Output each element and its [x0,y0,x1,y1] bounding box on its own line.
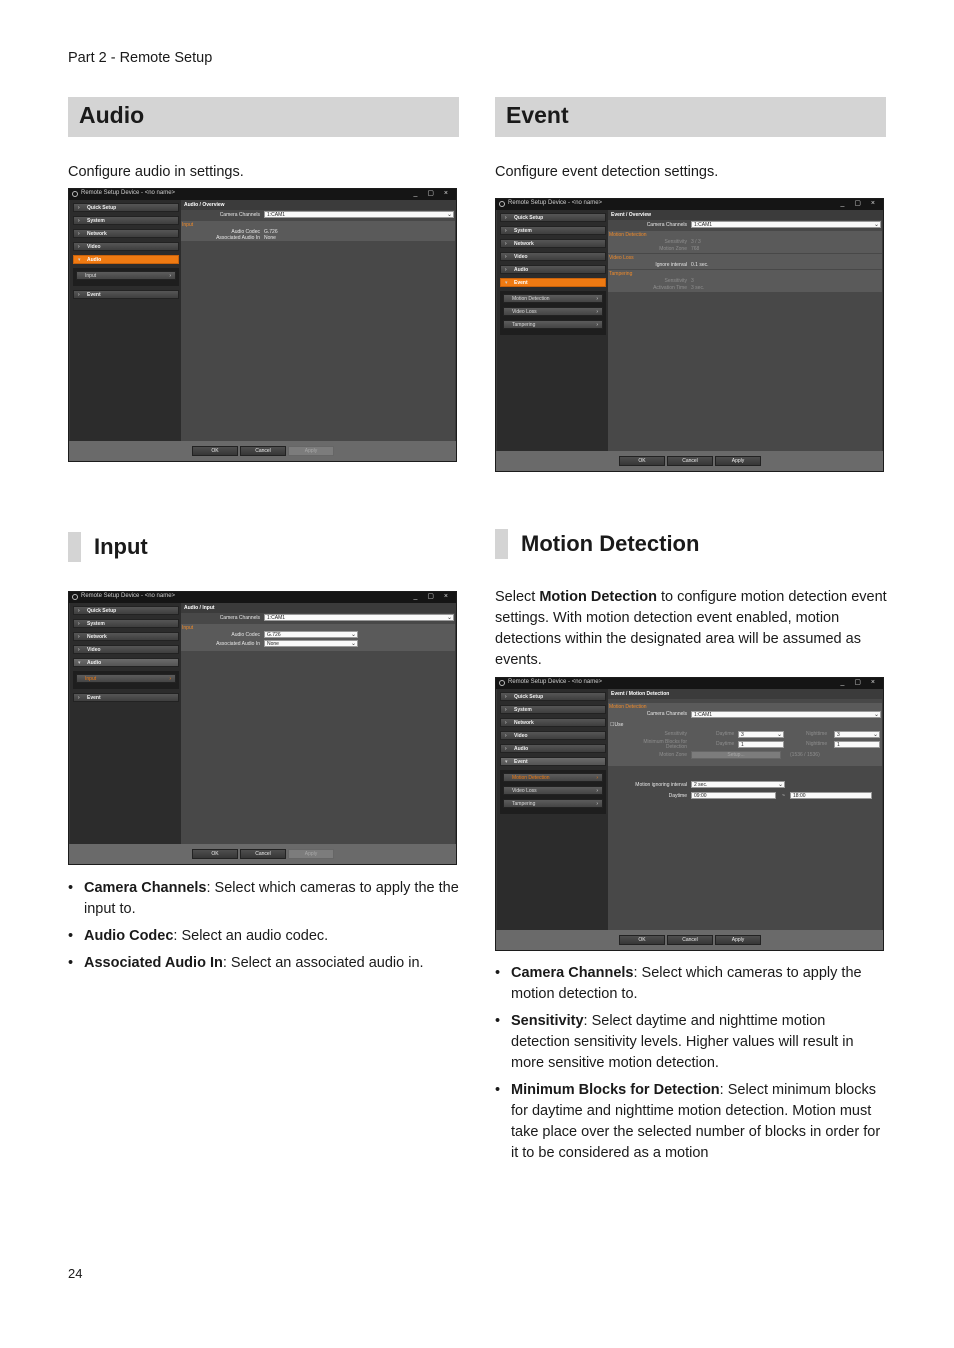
sidebar-item-label: Quick Setup [514,215,544,221]
chevron-right-icon: › [596,801,598,807]
sidebar-subitem-label: Video Loss [512,788,537,794]
chevron-right-icon: › [505,746,507,752]
audio-codec-value: G.726 [264,229,278,235]
ok-button[interactable]: OK [192,446,238,456]
bullet-icon: • [68,928,74,944]
vl-ignore-label: Ignore interval [655,262,687,268]
motion-detection-window [495,677,884,951]
content-title: Event / Overview [608,210,882,220]
camera-channels-select[interactable] [691,711,881,718]
video-loss-panel-title: Video Loss [609,255,634,261]
sidebar-item-label: Network [514,241,534,247]
daytime-row-label: Daytime [668,793,687,799]
sidebar-subgroup [73,268,179,286]
sidebar-item-label: Audio [514,267,529,273]
camera-channels-label: Camera Channels [646,711,687,717]
heading-tab [495,529,508,559]
chevron-down-icon: ⌄ [873,222,879,228]
bullet-text: : Select which cameras to apply the motion detection to. [511,965,862,1002]
tp-sensitivity-label: Sensitivity [664,278,687,284]
sidebar [70,603,181,844]
chevron-right-icon: › [505,707,507,713]
chevron-right-icon: › [505,215,507,221]
window-title: Remote Setup Device - <no name> [81,190,176,196]
bullet-text: : Select an associated audio in. [222,955,424,971]
motion-desc-bold: Motion Detection [539,589,657,605]
audio-input-window [68,591,457,865]
chevron-right-icon: › [505,241,507,247]
chevron-down-icon: ⌄ [350,632,356,638]
sidebar-item-label: System [514,228,532,234]
associated-audio-label: Associated Audio In [216,641,260,647]
min-blocks-label: Minimum Blocks for Detection [643,739,687,750]
camera-channels-value: 1:CAM1 [694,712,713,718]
chevron-right-icon: › [505,694,507,700]
camera-channels-label: Camera Channels [219,212,260,218]
checkbox-icon: ☐ [610,722,615,728]
apply-button[interactable]: Apply [715,935,761,945]
ignore-interval-value: 2 sec. [694,782,708,788]
motion-bullet-list [495,963,887,1170]
chevron-right-icon: › [78,292,80,298]
sidebar-item-system[interactable] [73,216,179,225]
chevron-right-icon: › [78,621,80,627]
ok-button[interactable]: OK [619,456,665,466]
sidebar-item-system[interactable] [500,226,606,235]
content-title: Audio / Input [181,603,455,613]
sidebar-subitem-tampering[interactable] [503,799,603,808]
sidebar [70,200,181,441]
ignore-interval-select[interactable] [691,781,785,788]
app-icon [72,191,78,197]
day-blocks-value: 1 [741,742,744,748]
associated-audio-value: None [267,641,279,647]
list-item [495,1080,887,1164]
bullet-term: Camera Channels [84,880,207,896]
chevron-down-icon: ⌄ [446,212,452,218]
vl-ignore-value: 0.1 sec. [691,262,709,268]
content-pane [181,200,455,441]
dialog-button-bar [69,441,456,461]
audio-codec-value: G.726 [267,632,281,638]
window-title: Remote Setup Device - <no name> [508,679,603,685]
bullet-icon: • [495,1013,501,1029]
sidebar-item-label: System [514,707,532,713]
sidebar-subitem-label: Input [85,273,97,279]
chevron-right-icon: › [78,647,80,653]
sidebar-item-label: Audio [87,660,102,666]
audio-codec-label: Audio Codec [231,632,260,638]
list-item [495,1011,887,1074]
sidebar-subitem-tampering[interactable] [503,320,603,329]
window-controls-icon[interactable]: _ ▢ × [413,190,452,197]
list-item [68,953,460,974]
sidebar-subitem-input[interactable] [76,271,176,280]
cancel-button[interactable]: Cancel [667,456,713,466]
daytime-label: Daytime [716,731,735,737]
event-section-heading [495,97,886,137]
page-header: Part 2 - Remote Setup [68,50,213,66]
cancel-button[interactable]: Cancel [667,935,713,945]
chevron-down-icon: ▾ [78,257,81,263]
chevron-right-icon: › [505,720,507,726]
chevron-down-icon: ⌄ [350,641,356,647]
chevron-right-icon: › [78,231,80,237]
sidebar-item-network[interactable] [500,239,606,248]
bullet-term: Minimum Blocks for Detection [511,1082,720,1098]
sidebar-item-label: Event [87,695,101,701]
motion-section-title: Motion Detection [521,531,700,556]
audio-overview-window [68,188,457,462]
tp-sensitivity-value: 3 [691,278,694,284]
input-panel-title: Input [182,625,194,631]
sidebar-item-quick-setup[interactable] [73,606,179,615]
audio-section-heading [68,97,459,137]
chevron-down-icon: ⌄ [446,615,452,621]
chevron-right-icon: › [596,788,598,794]
sidebar-item-event[interactable] [73,693,179,702]
sidebar-item-label: Quick Setup [514,694,544,700]
chevron-down-icon: ▾ [505,759,508,765]
time-to-input[interactable] [790,792,872,799]
tp-activation-value: 3 sec. [691,285,705,291]
camera-channels-select[interactable] [264,614,454,621]
bullet-text: : Select minimum blocks for daytime and nighttime motion detection. Motion must take place over the selected number of blocks in order for it to be considered as a motion [511,1082,881,1161]
list-item [68,926,460,947]
sidebar-subitem-input[interactable] [76,674,176,683]
bullet-icon: • [68,955,74,971]
camera-channels-select[interactable] [264,211,454,218]
window-titlebar [496,678,883,689]
motion-desc-pre: Select [495,589,540,605]
window-title: Remote Setup Device - <no name> [81,593,176,599]
chevron-down-icon: ⌄ [777,782,783,788]
sidebar-item-system[interactable] [500,705,606,714]
chevron-right-icon: › [596,296,598,302]
app-icon [499,680,505,686]
sidebar-subitem-motion-detection[interactable] [503,294,603,303]
app-icon [499,201,505,207]
heading-tab [68,532,81,562]
bullet-term: Sensitivity [511,1013,584,1029]
sidebar-subitem-video-loss[interactable] [503,786,603,795]
list-item [495,963,887,1005]
sidebar-item-label: System [87,621,105,627]
day-sensitivity-select[interactable] [738,731,784,738]
tampering-panel-title: Tampering [609,271,633,277]
sidebar [497,689,608,930]
bullet-icon: • [68,880,74,896]
content-pane [608,210,882,451]
use-checkbox[interactable] [610,722,623,728]
use-label: Use [614,722,624,728]
md-zone-value: 768 [691,246,700,252]
sidebar-item-video[interactable] [73,645,179,654]
ignore-interval-label: Motion ignoring interval [635,782,687,788]
sidebar-item-label: Network [514,720,534,726]
dialog-button-bar [496,930,883,950]
list-item [68,878,460,920]
sidebar-item-network[interactable] [73,632,179,641]
sidebar-item-label: Event [87,292,101,298]
day-sensitivity-value: 3 [741,732,744,738]
motion-zone-count: (1536 / 1536) [790,752,820,758]
time-to-value: 18:00 [793,793,806,799]
chevron-down-icon: ⌄ [776,732,782,738]
sidebar-subitem-label: Tampering [512,801,536,807]
sidebar-item-event[interactable] [500,757,606,766]
chevron-right-icon: › [78,218,80,224]
sidebar-subitem-label: Input [85,676,97,682]
sidebar-item-label: Event [514,280,528,286]
input-panel [181,221,455,241]
input-section-heading [68,532,459,562]
event-section-title: Event [506,102,569,128]
sidebar-item-quick-setup[interactable] [500,692,606,701]
content-title: Event / Motion Detection [608,689,882,699]
bullet-term: Camera Channels [511,965,634,981]
camera-channels-value: 1:CAM1 [267,615,286,621]
sidebar-subgroup [500,770,606,814]
sidebar-item-audio[interactable] [500,744,606,753]
window-controls-icon[interactable]: _ ▢ × [840,200,879,207]
sidebar-item-event[interactable] [73,290,179,299]
sidebar-item-label: Event [514,759,528,765]
associated-audio-label: Associated Audio In [216,235,260,241]
input-panel-title: Input [182,222,194,228]
md-zone-label: Motion Zone [659,246,687,252]
window-titlebar [69,592,456,603]
motion-zone-label: Motion Zone [659,752,687,758]
motion-detection-panel-title: Motion Detection [609,232,647,238]
audio-codec-label: Audio Codec [231,229,260,235]
window-title: Remote Setup Device - <no name> [508,200,603,206]
chevron-right-icon: › [505,228,507,234]
dialog-button-bar [69,844,456,864]
cancel-button[interactable]: Cancel [240,849,286,859]
window-titlebar [69,189,456,200]
night-blocks-stepper[interactable] [834,741,880,748]
chevron-right-icon: › [169,273,171,279]
associated-audio-value: None [264,235,276,241]
chevron-right-icon: › [596,322,598,328]
motion-detection-panel [608,703,882,766]
sidebar-item-label: Quick Setup [87,608,117,614]
sidebar-item-label: Network [87,634,107,640]
sidebar-subitem-label: Motion Detection [512,775,550,781]
sidebar-item-video[interactable] [73,242,179,251]
content-title: Audio / Overview [181,200,455,210]
sidebar-subitem-motion-detection[interactable] [503,773,603,782]
sidebar-item-label: Video [514,733,528,739]
chevron-right-icon: › [78,205,80,211]
sidebar-item-label: Video [87,647,101,653]
chevron-down-icon: ⌄ [872,732,878,738]
camera-channels-select[interactable] [691,221,881,228]
sidebar-item-audio[interactable] [500,265,606,274]
sidebar-item-label: Audio [87,257,102,263]
chevron-right-icon: › [505,254,507,260]
sidebar-item-event[interactable] [500,278,606,287]
audio-description: Configure audio in settings. [68,164,244,180]
sidebar-item-label: Quick Setup [87,205,117,211]
chevron-right-icon: › [596,309,598,315]
sidebar-subgroup [500,291,606,335]
input-panel [181,624,455,651]
night-blocks-value: 1 [837,742,840,748]
dialog-button-bar [496,451,883,471]
sidebar-item-network[interactable] [500,718,606,727]
sidebar [497,210,608,451]
motion-detection-panel-title: Motion Detection [609,704,647,710]
sidebar-subitem-video-loss[interactable] [503,307,603,316]
bullet-text: : Select daytime and nighttime motion detection sensitivity levels. Higher values will result in more sensitive motion detection. [511,1013,854,1071]
sidebar-item-video[interactable] [500,252,606,261]
time-separator: ~ [782,793,785,799]
chevron-right-icon: › [78,695,80,701]
ok-button[interactable]: OK [192,849,238,859]
time-from-input[interactable] [691,792,776,799]
sidebar-subitem-label: Motion Detection [512,296,550,302]
chevron-right-icon: › [505,267,507,273]
chevron-down-icon: ▾ [78,660,81,666]
app-icon [72,594,78,600]
motion-description [495,587,887,671]
night-sensitivity-select[interactable] [834,731,880,738]
apply-button[interactable]: Apply [288,849,334,859]
nighttime-label: Nighttime [806,741,828,747]
video-loss-panel [608,254,882,269]
content-pane [181,603,455,844]
sidebar-item-label: Network [87,231,107,237]
input-section-title: Input [94,534,148,559]
event-description: Configure event detection settings. [495,164,719,180]
sidebar-item-label: System [87,218,105,224]
bullet-text: : Select an audio codec. [173,928,329,944]
day-blocks-stepper[interactable] [738,741,784,748]
camera-channels-value: 1:CAM1 [694,222,713,228]
chevron-right-icon: › [169,676,171,682]
bullet-term: Associated Audio In [84,955,223,971]
night-sensitivity-value: 3 [837,732,840,738]
sidebar-item-audio[interactable] [73,255,179,264]
chevron-down-icon: ▾ [505,280,508,286]
setup-button[interactable]: Setup... [691,751,781,759]
tp-activation-label: Activation Time [653,285,687,291]
sidebar-item-quick-setup[interactable] [500,213,606,222]
content-pane [608,689,882,930]
apply-button[interactable]: Apply [715,456,761,466]
sidebar-item-quick-setup[interactable] [73,203,179,212]
associated-audio-select[interactable] [264,640,358,647]
md-sensitivity-label: Sensitivity [664,239,687,245]
time-from-value: 09:00 [694,793,707,799]
cancel-button[interactable]: Cancel [240,446,286,456]
motion-detection-panel [608,231,882,253]
tampering-panel [608,270,882,292]
sidebar-item-audio[interactable] [73,658,179,667]
sidebar-item-label: Video [87,244,101,250]
bullet-icon: • [495,1082,501,1098]
page-number: 24 [68,1266,83,1281]
chevron-right-icon: › [78,634,80,640]
camera-channels-value: 1:CAM1 [267,212,286,218]
window-titlebar [496,199,883,210]
sidebar-subitem-label: Tampering [512,322,536,328]
sidebar-item-label: Audio [514,746,529,752]
daytime-label: Daytime [716,741,735,747]
bullet-term: Audio Codec [84,928,174,944]
apply-button[interactable]: Apply [288,446,334,456]
audio-codec-select[interactable] [264,631,358,638]
input-bullet-list [68,878,460,980]
camera-channels-label: Camera Channels [219,615,260,621]
bullet-icon: • [495,965,501,981]
chevron-right-icon: › [78,244,80,250]
bullet-text: : Select which cameras to apply the the input to. [84,880,459,917]
event-overview-window [495,198,884,472]
sidebar-item-network[interactable] [73,229,179,238]
sidebar-subitem-label: Video Loss [512,309,537,315]
chevron-down-icon: ⌄ [873,712,879,718]
window-controls-icon[interactable]: _ ▢ × [840,679,879,686]
sensitivity-label: Sensitivity [664,731,687,737]
ok-button[interactable]: OK [619,935,665,945]
chevron-right-icon: › [505,733,507,739]
camera-channels-label: Camera Channels [646,222,687,228]
chevron-right-icon: › [596,775,598,781]
sidebar-item-video[interactable] [500,731,606,740]
sidebar-item-system[interactable] [73,619,179,628]
motion-section-heading [495,529,886,559]
audio-section-title: Audio [79,102,145,128]
sidebar-item-label: Video [514,254,528,260]
sidebar-subgroup [73,671,179,689]
window-controls-icon[interactable]: _ ▢ × [413,593,452,600]
md-sensitivity-value: 3 / 3 [691,239,701,245]
motion-desc-post: to configure motion detection event settings. With motion detection event enabled, motion detections within the designated area will be assumed as events. [495,589,887,668]
chevron-right-icon: › [78,608,80,614]
nighttime-label: Nighttime [806,731,828,737]
